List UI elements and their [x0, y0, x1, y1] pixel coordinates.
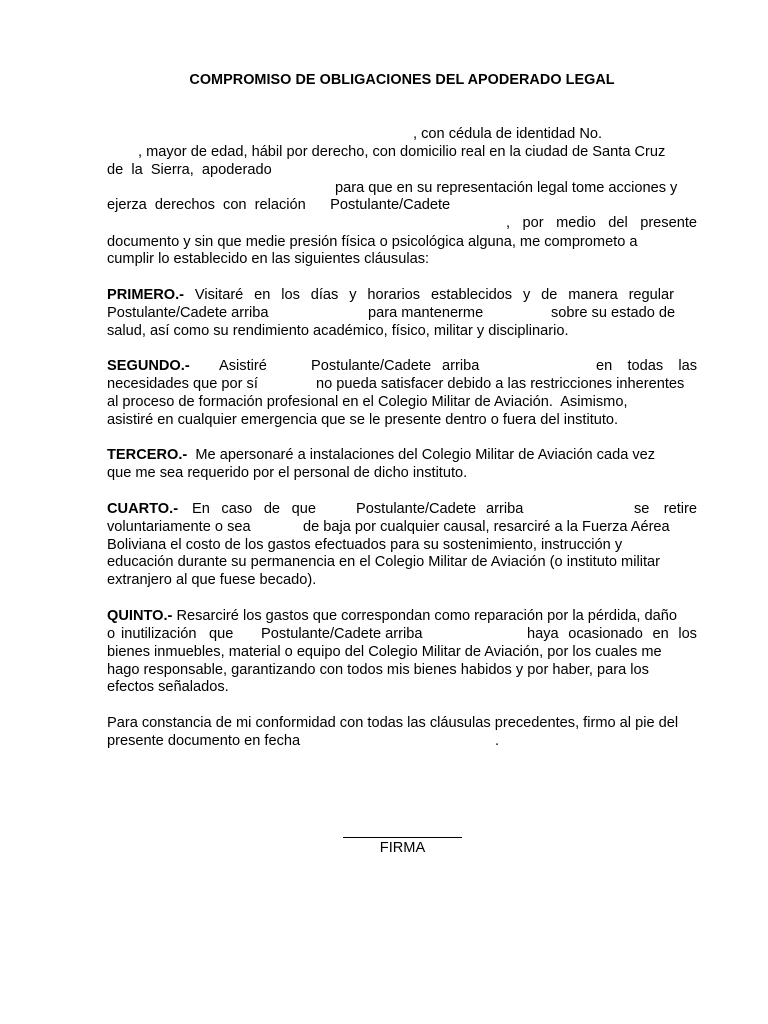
word: haya [527, 626, 559, 642]
closing-line-2b: . [495, 733, 500, 749]
word: se [634, 501, 650, 517]
cuarto-line-1-end [634, 501, 697, 519]
clause-heading-segundo [107, 358, 190, 376]
quinto-line-5: efectos señalados. [107, 679, 229, 695]
clause-heading-primero: PRIMERO.- [107, 287, 185, 303]
word: de [107, 162, 124, 178]
cuarto-line-4: educación durante su permanencia en el Colegio Militar de Aviación (o instituto militar [107, 554, 660, 570]
quinto-line-1 [107, 608, 677, 626]
intro-line-8: cumplir lo establecido en las siguientes cláusulas: [107, 251, 430, 267]
word: por [522, 215, 544, 231]
word: manera [568, 287, 618, 303]
intro-line-5 [107, 197, 450, 215]
word: presente [640, 215, 697, 231]
primero-line-3: salud, así como su rendimiento académico, físico, militar y disciplinario. [107, 323, 569, 339]
word: Visitaré [194, 287, 244, 303]
quinto-word: inutilización [121, 626, 197, 642]
segundo-line-3: al proceso de formación profesional en el Colegio Militar de Aviación. Asimismo, [107, 394, 628, 410]
quinto-word: que [209, 626, 234, 642]
cuarto-line-1a [192, 501, 316, 519]
intro-line-3 [107, 162, 272, 180]
segundo-word: Asistiré [219, 358, 267, 374]
word: ejerza [107, 197, 147, 213]
segundo-line-2a: necesidades que por sí [107, 376, 258, 392]
word: días [310, 287, 339, 303]
word: y [522, 287, 531, 303]
cuarto-line-2b: de baja por cualquier causal, resarciré a la Fuerza Aérea [303, 519, 670, 535]
cuarto-line-2a: voluntariamente o sea [107, 519, 251, 535]
intro-line-4: para que en su representación legal tome acciones y [335, 180, 678, 196]
word: horarios [367, 287, 421, 303]
cuarto-word: Postulante/Cadete [356, 501, 477, 517]
word: medio [556, 215, 596, 231]
tercero-line-2: que me sea requerido por el personal de dicho instituto. [107, 465, 468, 481]
heading-text: CUARTO.- [107, 501, 179, 517]
text: Boliviana el costo de los gastos efectuados para su sostenimiento, instrucción y [107, 537, 623, 553]
tercero-line-1 [107, 447, 655, 465]
closing-line-2a: presente documento en fecha [107, 733, 301, 749]
heading-text: SEGUNDO.- [107, 358, 190, 374]
cuarto-word: arriba [486, 501, 524, 517]
primero-line-2c: sobre su estado de [551, 305, 676, 321]
word: del [608, 215, 628, 231]
cuarto-line-5: extranjero al que fuese becado). [107, 572, 317, 588]
word: con [223, 197, 247, 213]
word: , [506, 215, 511, 231]
quinto-line-3 [107, 644, 697, 662]
intro-line-6 [506, 215, 697, 233]
word: retire [663, 501, 697, 517]
word: en [652, 626, 669, 642]
word: los [678, 626, 697, 642]
cuarto-line-3 [107, 537, 697, 555]
word: en [254, 287, 271, 303]
word: caso [221, 501, 253, 517]
text: Resarciré los gastos que correspondan como reparación por la pérdida, daño [176, 608, 678, 624]
signature-line [343, 837, 462, 838]
signature-label: FIRMA [379, 840, 426, 856]
word: Postulante/Cadete [330, 197, 451, 213]
word: los [281, 287, 300, 303]
primero-line-2b: para mantenerme [368, 305, 484, 321]
word: la [131, 162, 143, 178]
primero-line-1 [107, 287, 697, 305]
word: ocasionado [568, 626, 643, 642]
word: de [263, 501, 281, 517]
word: relación [254, 197, 306, 213]
segundo-line-1-end [596, 358, 697, 376]
document-title: COMPROMISO DE OBLIGACIONES DEL APODERADO LEGAL [189, 72, 615, 88]
intro-line-2: , mayor de edad, hábil por derecho, con domicilio real en la ciudad de Santa Cruz [138, 144, 666, 160]
quinto-line-4 [107, 662, 697, 680]
word: derechos [154, 197, 215, 213]
segundo-word: Postulante/Cadete [311, 358, 432, 374]
clause-heading-tercero: TERCERO.- [107, 447, 188, 463]
clause-heading-quinto: QUINTO.- [107, 608, 173, 624]
segundo-line-2b: no pueda satisfacer debido a las restricciones inherentes [316, 376, 685, 392]
intro-line-7 [107, 234, 697, 252]
word: las [678, 358, 697, 374]
word: todas [627, 358, 664, 374]
clause-heading-cuarto [107, 501, 178, 519]
closing-line-1: Para constancia de mi conformidad con todas las cláusulas precedentes, firmo al pie del [107, 715, 679, 731]
primero-line-2a: Postulante/Cadete arriba [107, 305, 269, 321]
word: En [192, 501, 210, 517]
word: que [291, 501, 316, 517]
word: regular [628, 287, 674, 303]
text: bienes inmuebles, material o equipo del Colegio Militar de Aviación, por los cuales me [107, 644, 662, 660]
word: Sierra, [150, 162, 194, 178]
quinto-word: o [107, 626, 116, 642]
intro-line-1: , con cédula de identidad No. [413, 126, 603, 142]
word: apoderado [201, 162, 272, 178]
text: Me apersonaré a instalaciones del Colegio Militar de Aviación cada vez [195, 447, 656, 463]
segundo-line-4: asistiré en cualquier emergencia que se le presente dentro o fuera del instituto. [107, 412, 619, 428]
word: en [596, 358, 613, 374]
word: establecidos [430, 287, 513, 303]
quinto-line-2-end [527, 626, 697, 644]
word: documento y sin que medie presión física o psicológica alguna, me comprometo a [107, 234, 638, 250]
word: y [349, 287, 357, 303]
segundo-word: arriba [442, 358, 480, 374]
quinto-word: Postulante/Cadete arriba [261, 626, 423, 642]
text: hago responsable, garantizando con todos mis bienes habidos y por haber, para los [107, 662, 649, 678]
word: de [541, 287, 558, 303]
